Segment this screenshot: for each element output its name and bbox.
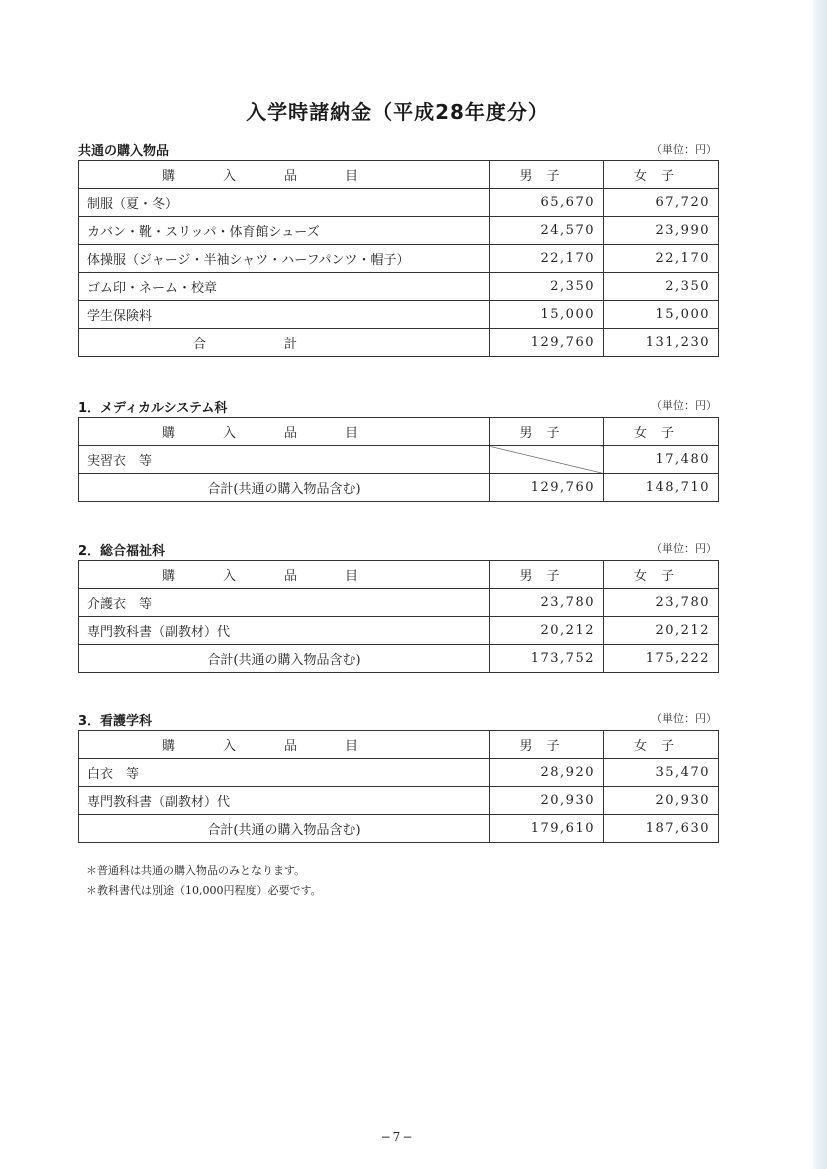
row-female: 23,990 [604, 217, 719, 245]
table-total-row [79, 815, 719, 843]
row-female: 22,170 [604, 245, 719, 273]
header-male: 男子 [490, 731, 604, 759]
row-female: 15,000 [604, 301, 719, 329]
total-female: 131,230 [604, 329, 719, 357]
table-row [79, 245, 719, 273]
table-row [79, 759, 719, 787]
table-row [79, 273, 719, 301]
header-male: 男子 [490, 161, 604, 189]
row-male: 24,570 [490, 217, 604, 245]
page-edge [813, 0, 827, 1169]
row-female: 67,720 [604, 189, 719, 217]
table-row [79, 189, 719, 217]
total-label: 合計(共通の購入物品含む) [79, 474, 490, 502]
header-female: 女子 [604, 731, 719, 759]
table-header-row [79, 418, 719, 446]
table-header-row [79, 731, 719, 759]
row-item: 学生保険料 [79, 301, 490, 329]
table-nursing [78, 730, 719, 843]
row-item: 体操服（ジャージ・半袖シャツ・ハーフパンツ・帽子） [79, 245, 490, 273]
header-female: 女子 [604, 161, 719, 189]
total-male: 129,760 [490, 474, 604, 502]
total-male: 179,610 [490, 815, 604, 843]
row-item: 制服（夏・冬） [79, 189, 490, 217]
table-row [79, 446, 719, 474]
header-item: 購入品目 [79, 161, 490, 189]
table-medical [78, 417, 719, 502]
row-male: 65,670 [490, 189, 604, 217]
unit-label-medical: （単位：円） [651, 399, 717, 412]
total-female: 148,710 [604, 474, 719, 502]
header-female: 女子 [604, 418, 719, 446]
row-male-not-applicable [490, 446, 604, 474]
unit-label-common: （単位：円） [651, 143, 717, 156]
section-title-welfare: 2．総合福祉科 [78, 544, 166, 559]
row-male: 20,212 [490, 617, 604, 645]
row-male: 20,930 [490, 787, 604, 815]
row-item: カバン・靴・スリッパ・体育館シューズ [79, 217, 490, 245]
table-row [79, 217, 719, 245]
section-title-medical: 1．メディカルシステム科 [78, 401, 228, 416]
unit-label-nursing: （単位：円） [651, 712, 717, 725]
total-label: 合計(共通の購入物品含む) [79, 645, 490, 673]
row-female: 23,780 [604, 589, 719, 617]
total-male: 173,752 [490, 645, 604, 673]
table-row [79, 301, 719, 329]
total-female: 187,630 [604, 815, 719, 843]
header-male: 男子 [490, 561, 604, 589]
table-common [78, 160, 719, 357]
row-female: 17,480 [604, 446, 719, 474]
header-item: 購入品目 [79, 418, 490, 446]
table-total-row [79, 645, 719, 673]
row-item: 専門教科書（副教材）代 [79, 787, 490, 815]
row-female: 20,930 [604, 787, 719, 815]
row-female: 35,470 [604, 759, 719, 787]
table-row [79, 589, 719, 617]
row-male: 28,920 [490, 759, 604, 787]
header-item: 購入品目 [79, 731, 490, 759]
unit-label-welfare: （単位：円） [651, 542, 717, 555]
table-row [79, 617, 719, 645]
total-label: 合計 [79, 329, 490, 357]
total-male: 129,760 [490, 329, 604, 357]
page-number: −7− [380, 1130, 415, 1144]
row-female: 20,212 [604, 617, 719, 645]
row-item: 専門教科書（副教材）代 [79, 617, 490, 645]
header-female: 女子 [604, 561, 719, 589]
row-male: 22,170 [490, 245, 604, 273]
table-row [79, 787, 719, 815]
section-title-common: 共通の購入物品 [78, 144, 170, 159]
table-welfare [78, 560, 719, 673]
row-item: 実習衣 等 [79, 446, 490, 474]
row-male: 23,780 [490, 589, 604, 617]
table-header-row [79, 161, 719, 189]
footnote: ＊普通科は共通の購入物品のみとなります。 [86, 864, 306, 877]
row-male: 2,350 [490, 273, 604, 301]
row-female: 2,350 [604, 273, 719, 301]
total-label: 合計(共通の購入物品含む) [79, 815, 490, 843]
header-male: 男子 [490, 418, 604, 446]
header-item: 購入品目 [79, 561, 490, 589]
page-title: 入学時諸納金（平成28年度分） [246, 100, 549, 124]
table-header-row [79, 561, 719, 589]
row-item: 白衣 等 [79, 759, 490, 787]
row-item: ゴム印・ネーム・校章 [79, 273, 490, 301]
section-title-nursing: 3．看護学科 [78, 714, 153, 729]
footnote: ＊教科書代は別途（10,000円程度）必要です。 [86, 884, 322, 897]
total-female: 175,222 [604, 645, 719, 673]
row-item: 介護衣 等 [79, 589, 490, 617]
row-male: 15,000 [490, 301, 604, 329]
table-total-row [79, 329, 719, 357]
table-total-row [79, 474, 719, 502]
